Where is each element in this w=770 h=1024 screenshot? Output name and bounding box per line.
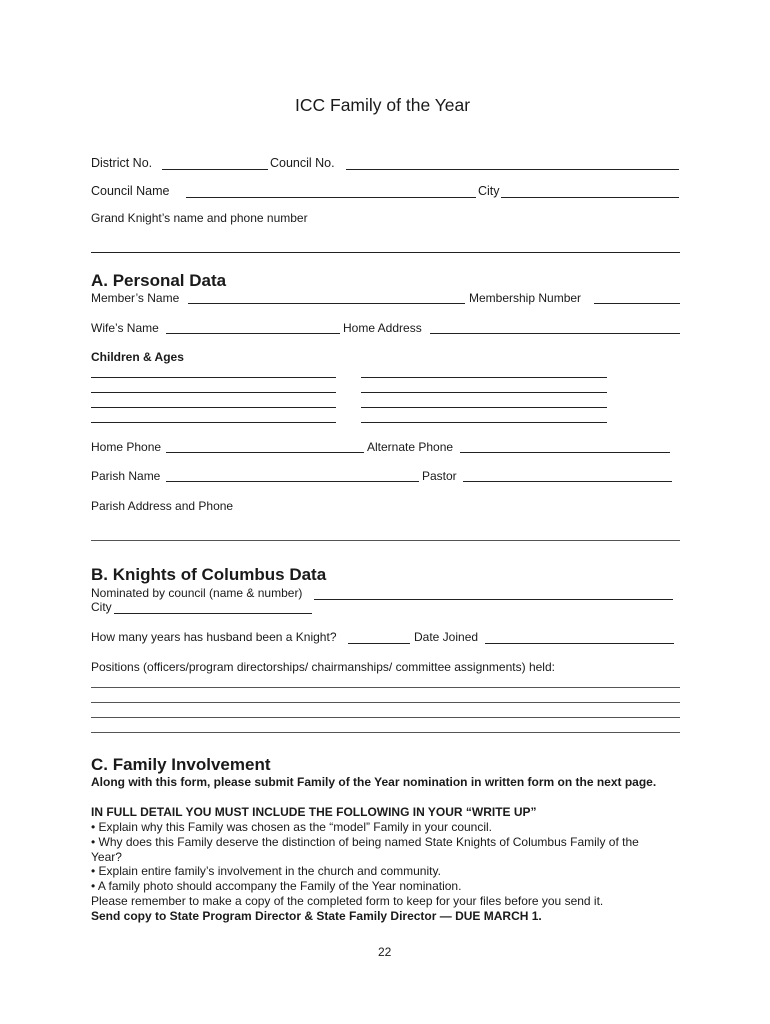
positions-label: Positions (officers/program directorships/ chairmanships/ committee assignments) held: [91,660,555,674]
positions-field-1[interactable] [91,687,680,688]
wife-name-label: Wife’s Name [91,321,159,335]
child-field-3[interactable] [91,392,336,393]
child-field-1[interactable] [91,377,336,378]
years-knight-field[interactable] [348,628,410,644]
membership-number-field[interactable] [594,288,680,304]
submit-note: Along with this form, please submit Family of the Year nomination in written form on the next page. [91,775,657,789]
district-label: District No. [91,156,153,170]
child-field-2[interactable] [361,377,607,378]
parish-address-field[interactable] [91,540,680,541]
wife-name-field[interactable] [166,318,340,334]
page-number: 22 [378,945,392,959]
child-field-4[interactable] [361,392,607,393]
grand-knight-field[interactable] [91,252,680,253]
positions-field-3[interactable] [91,717,680,718]
section-a-heading: A. Personal Data [91,271,227,290]
nominating-city-label: City [91,600,112,614]
council-name-field[interactable] [186,182,476,198]
nominating-city-field[interactable] [114,598,312,614]
page-title: ICC Family of the Year [295,95,471,115]
bullet-2-continued: Year? [91,850,122,864]
council-number-field[interactable] [346,154,679,170]
city-label: City [478,184,500,198]
parish-address-label: Parish Address and Phone [91,499,234,513]
child-field-7[interactable] [91,422,336,423]
detail-heading: IN FULL DETAIL YOU MUST INCLUDE THE FOLLOWING IN YOUR “WRITE UP” [91,805,537,819]
bullet-1: • Explain why this Family was chosen as the “model” Family in your council. [91,820,493,834]
send-copy-text: Send copy to State Program Director & State Family Director — DUE MARCH 1. [91,909,542,923]
membership-number-label: Membership Number [469,291,582,305]
children-label: Children & Ages [91,350,184,364]
home-address-field[interactable] [430,318,680,334]
home-phone-label: Home Phone [91,440,162,454]
date-joined-field[interactable] [485,628,674,644]
member-name-field[interactable] [188,288,465,304]
positions-field-2[interactable] [91,702,680,703]
council-number-label: Council No. [270,156,335,170]
home-address-label: Home Address [343,321,422,335]
council-name-label: Council Name [91,184,170,198]
date-joined-label: Date Joined [414,630,479,644]
bullet-4: • A family photo should accompany the Family of the Year nomination. [91,879,462,893]
alternate-phone-label: Alternate Phone [367,440,454,454]
parish-name-label: Parish Name [91,469,161,483]
parish-name-field[interactable] [166,466,419,482]
section-c-heading: C. Family Involvement [91,755,271,774]
nominated-label: Nominated by council (name & number) [91,586,303,600]
pastor-label: Pastor [422,469,457,483]
bullet-2: • Why does this Family deserve the distinction of being named State Knights of Columbus Family of the [91,835,639,849]
child-field-5[interactable] [91,407,336,408]
pastor-field[interactable] [463,466,672,482]
bullet-3: • Explain entire family’s involvement in the church and community. [91,864,441,878]
home-phone-field[interactable] [166,437,364,453]
child-field-6[interactable] [361,407,607,408]
member-name-label: Member’s Name [91,291,180,305]
positions-field-4[interactable] [91,732,680,733]
reminder-text: Please remember to make a copy of the completed form to keep for your files before you send it. [91,894,604,908]
nominated-field[interactable] [314,584,673,600]
section-b-heading: B. Knights of Columbus Data [91,565,327,584]
child-field-8[interactable] [361,422,607,423]
city-field[interactable] [501,182,679,198]
grand-knight-label: Grand Knight’s name and phone number [91,211,308,225]
years-knight-label: How many years has husband been a Knight? [91,630,337,644]
alternate-phone-field[interactable] [460,437,670,453]
district-number-field[interactable] [162,154,268,170]
